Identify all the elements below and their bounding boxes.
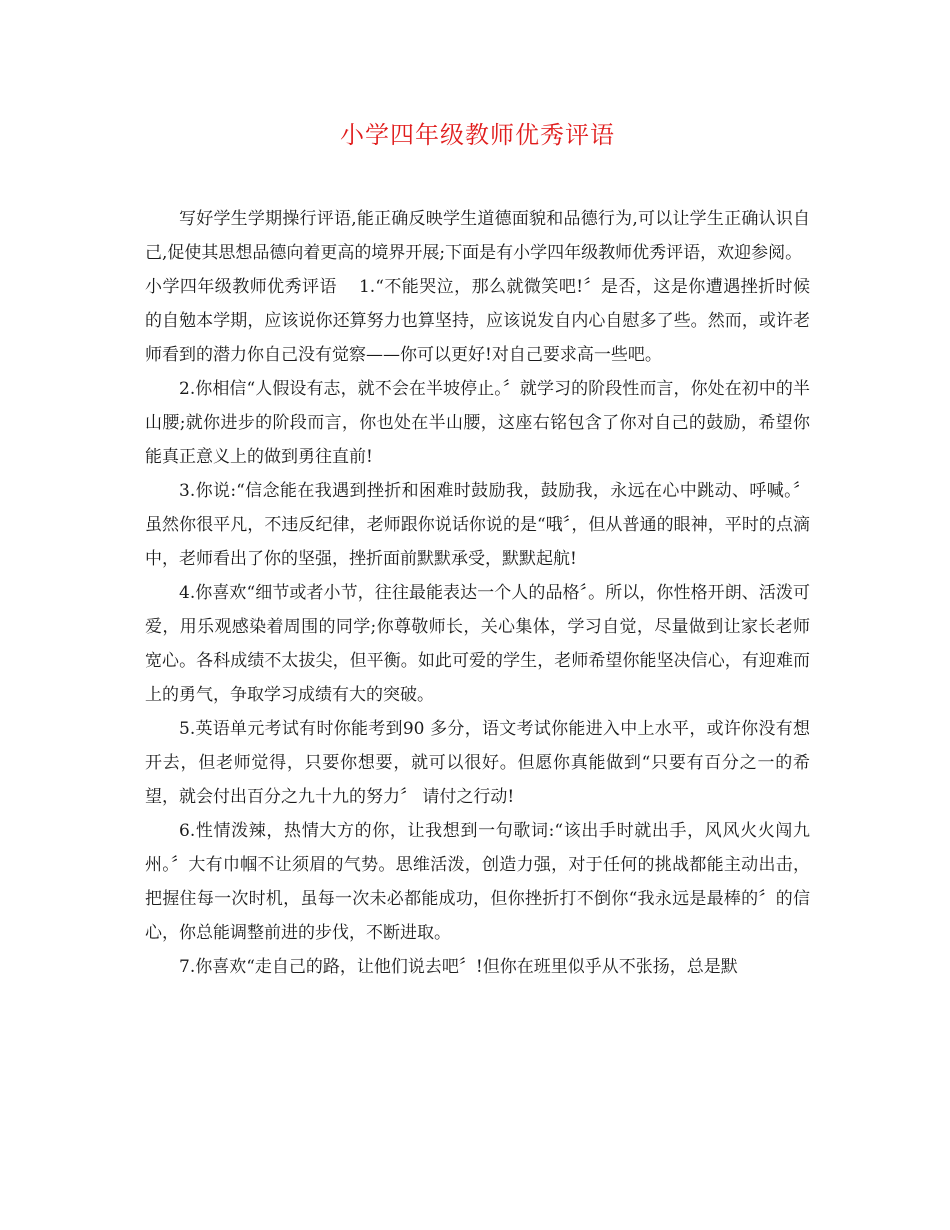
comment-item-4: 4.你喜欢“细节或者小节，往往最能表达一个人的品格〞。所以，你性格开朗、活泼可爱，用乐观感染着周围的同学;你尊敬师长，关心集体，学习自觉，尽量做到让家长老师宽心。各科成绩不太拔尖，但平衡。如此可爱的学生，老师希望你能坚决信心，有迎难而上的勇气，争取学习成绩有大的突破。 xyxy=(145,583,810,705)
comment-item-7: 7.你喜欢“走自己的路，让他们说去吧〞!但你在班里似乎从不张扬，总是默 xyxy=(179,957,738,977)
comment-text: 1.“不能哭泣，那么就微笑吧!〞是否，这是你遭遇挫折时候的自勉本学期，应该说你还算努力也算坚持，应该说发自内心自慰多了些。然而，或许老师看到的潜力你自己没有觉察——你可以更好!对自己要求高一些吧。 xyxy=(145,277,810,365)
document-page xyxy=(145,118,810,984)
document-title: 小学四年级教师优秀评语 xyxy=(340,121,615,149)
intro-paragraph: 写好学生学期操行评语,能正确反映学生道德面貌和品德行为,可以让学生正确认识自己,促使其思想品德向着更高的境界开展;下面是有小学四年级教师优秀评语，欢迎参阅。 xyxy=(145,209,810,263)
comment-item-1 xyxy=(145,270,810,372)
comment-item-3: 3.你说:“信念能在我遇到挫折和困难时鼓励我，鼓励我，永远在心中跳动、呼喊。〞虽然你很平凡，不违反纪律，老师跟你说话你说的是“哦〞，但从普通的眼神，平时的点滴中，老师看出了你的坚强，挫折面前默默承受，默默起航! xyxy=(145,481,810,569)
comment-item-6: 6.性情泼辣，热情大方的你，让我想到一句歌词:“该出手时就出手，风风火火闯九州。〞大有巾帼不让须眉的气势。思维活泼，创造力强，对于任何的挑战都能主动出击，把握住每一次时机，虽每一次未必都能成功，但你挫折打不倒你“我永远是最棒的〞的信心，你总能调整前进的步伐，不断进取。 xyxy=(145,821,810,943)
comment-item-2: 2.你相信“人假设有志，就不会在半坡停止。〞就学习的阶段性而言，你处在初中的半山腰;就你进步的阶段而言，你也处在半山腰，这座右铭包含了你对自己的鼓励，希望你能真正意义上的做到勇往直前! xyxy=(145,379,810,467)
comment-item-5: 5.英语单元考试有时你能考到90 多分，语文考试你能进入中上水平，或许你没有想开去，但老师觉得，只要你想要，就可以很好。但愿你真能做到“只要有百分之一的希望，就会付出百分之九十九的努力〞 请付之行动! xyxy=(145,719,810,807)
section-heading: 小学四年级教师优秀评语 xyxy=(145,277,337,297)
